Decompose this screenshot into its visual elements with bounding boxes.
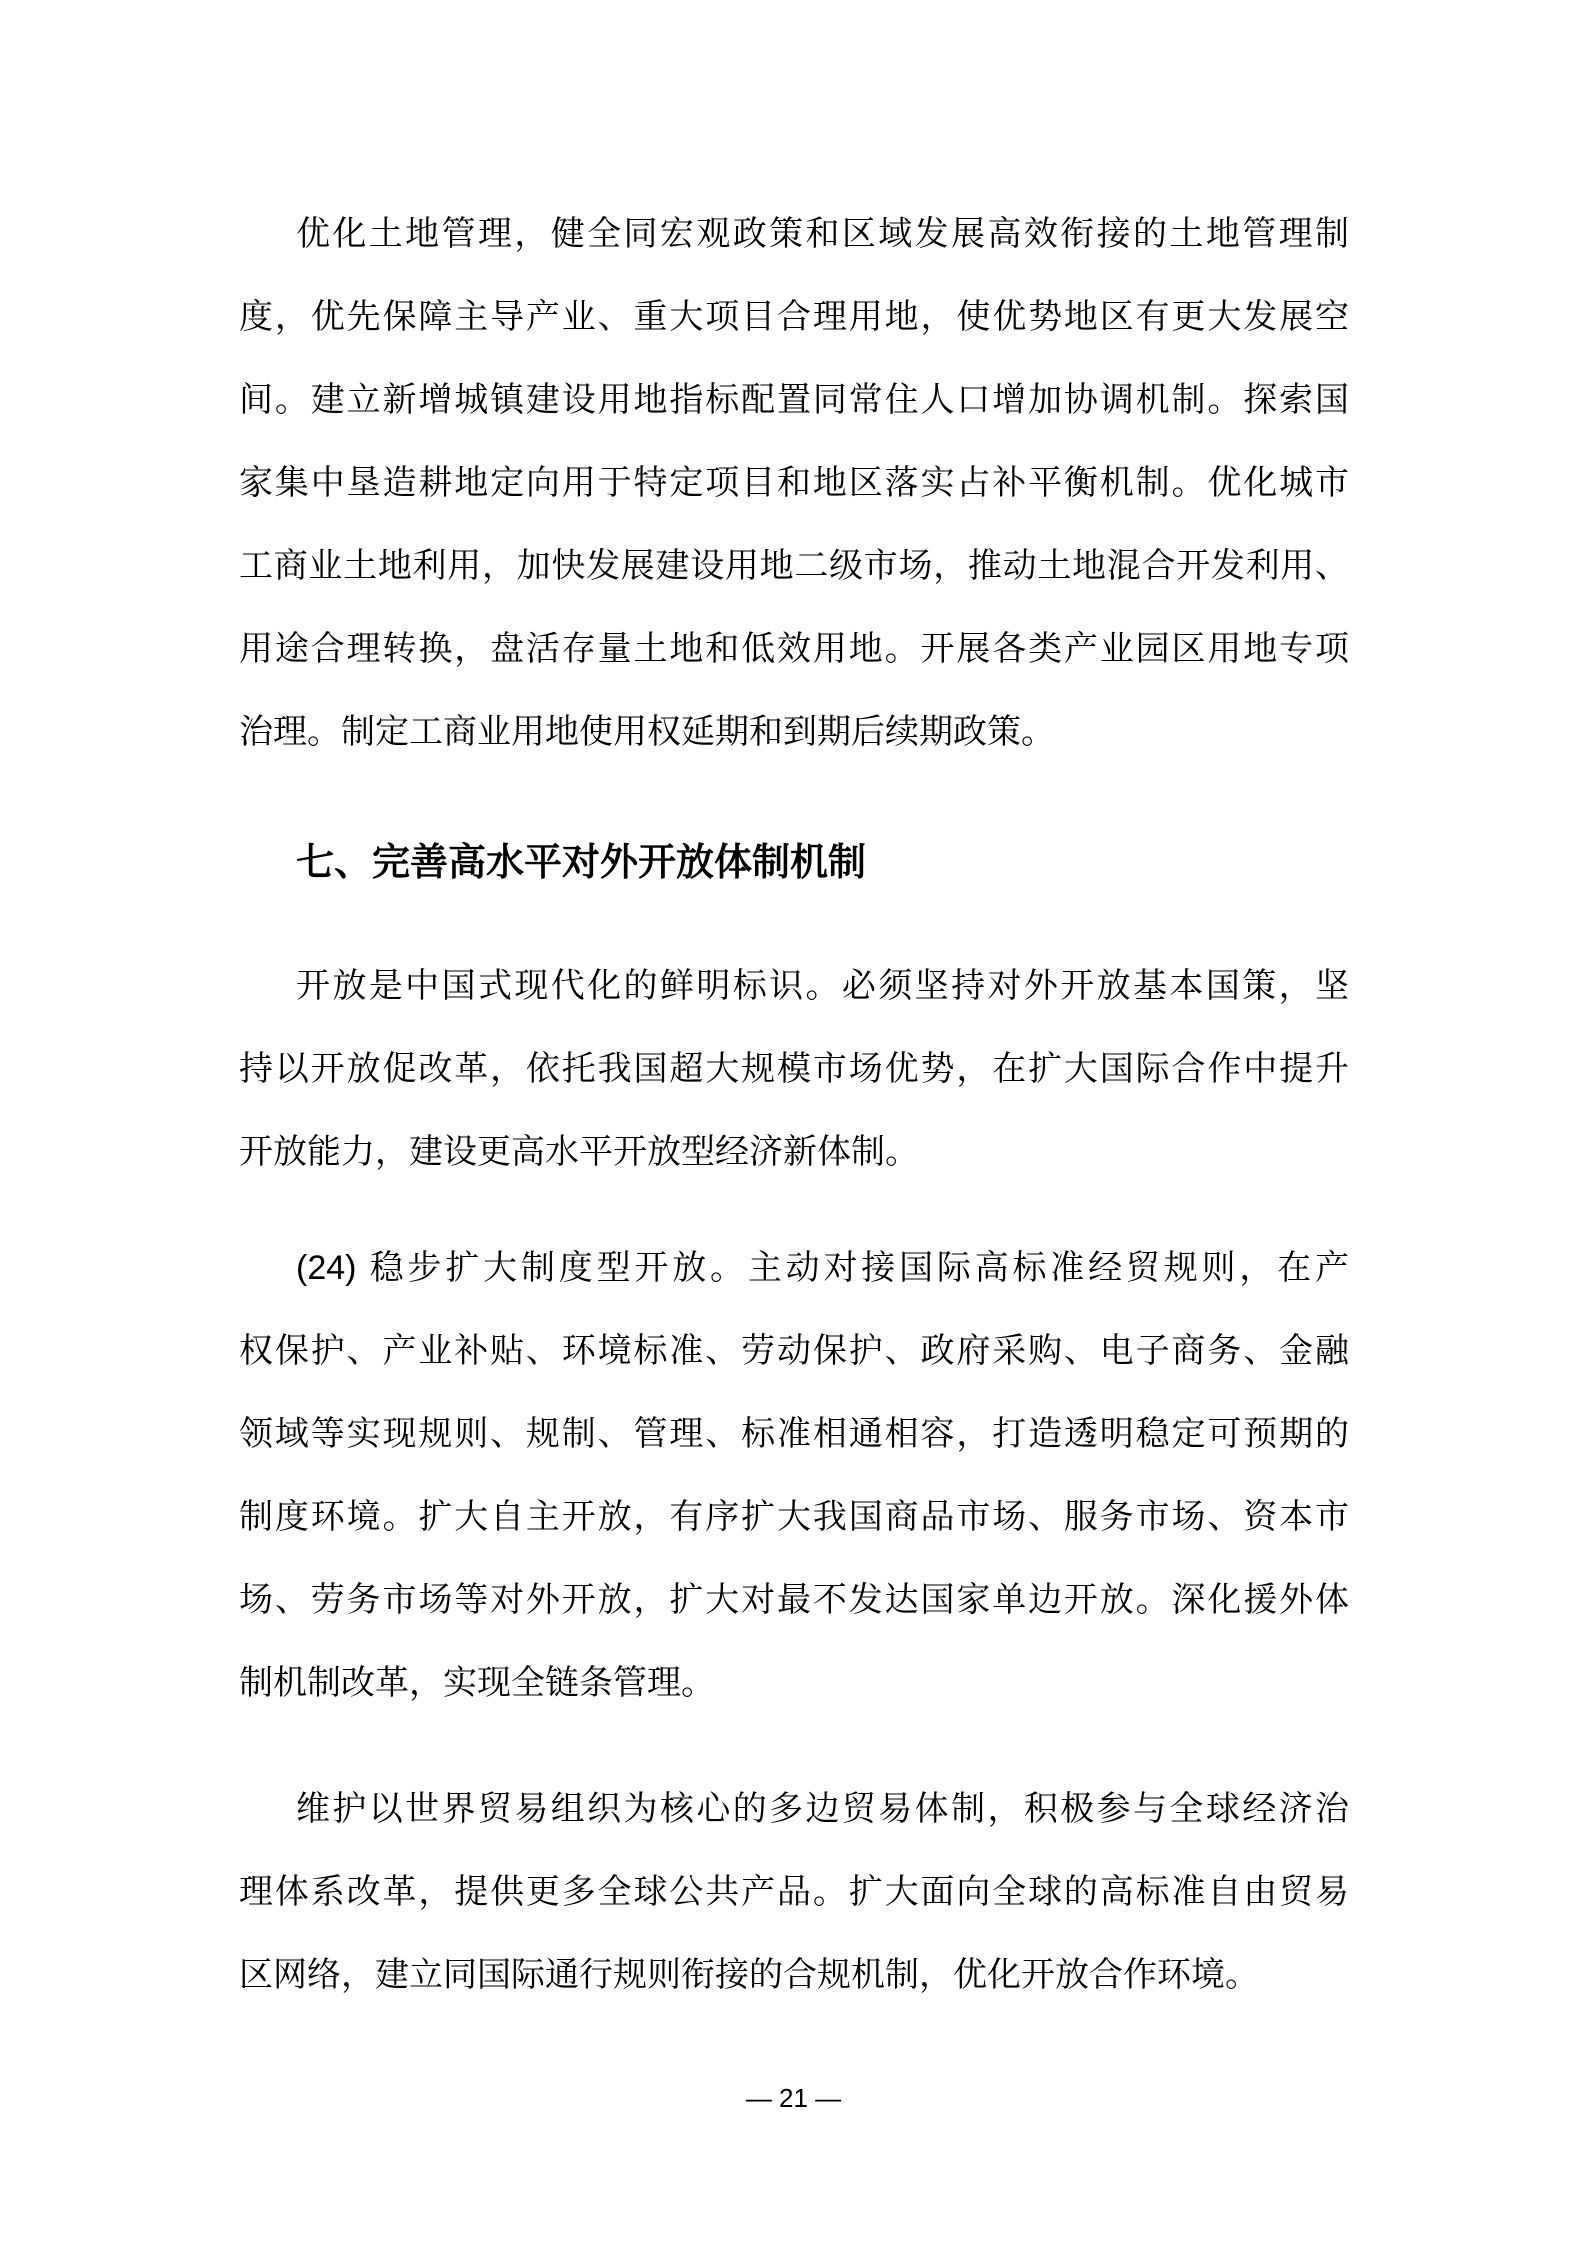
text-line: 制度环境。扩大自主开放，有序扩大我国商品市场、服务市场、资本市 bbox=[239, 1498, 1349, 1536]
text-line: 制机制改革，实现全链条管理。 bbox=[239, 1664, 715, 1702]
text-line: 开放能力，建设更高水平开放型经济新体制。 bbox=[239, 1133, 919, 1171]
text-line: 优化土地管理，健全同宏观政策和区域发展高效衔接的土地管理制 bbox=[296, 215, 1349, 253]
text-line: 权保护、产业补贴、环境标准、劳动保护、政府采购、电子商务、金融 bbox=[239, 1332, 1349, 1370]
text-line: 工商业土地利用，加快发展建设用地二级市场，推动土地混合开发利用、 bbox=[239, 547, 1349, 585]
text-line: 开放是中国式现代化的鲜明标识。必须坚持对外开放基本国策，坚 bbox=[296, 967, 1349, 1005]
text-line: (24) 稳步扩大制度型开放。主动对接国际高标准经贸规则，在产 bbox=[296, 1249, 1349, 1287]
text-line: 场、劳务市场等对外开放，扩大对最不发达国家单边开放。深化援外体 bbox=[239, 1581, 1349, 1619]
paragraph-land-management bbox=[239, 193, 1349, 774]
text-line: 持以开放促改革，依托我国超大规模市场优势，在扩大国际合作中提升 bbox=[239, 1050, 1349, 1088]
paragraph-opening-overview bbox=[239, 945, 1349, 1194]
text-line: 区网络，建立同国际通行规则衔接的合规机制，优化开放合作环境。 bbox=[239, 1956, 1259, 1994]
document-body bbox=[239, 193, 1349, 2017]
text-line: 间。建立新增城镇建设用地指标配置同常住人口增加协调机制。探索国 bbox=[239, 381, 1349, 419]
text-line: 维护以世界贸易组织为核心的多边贸易体制，积极参与全球经济治 bbox=[296, 1790, 1349, 1828]
text-line: 用途合理转换，盘活存量土地和低效用地。开展各类产业园区用地专项 bbox=[239, 630, 1349, 668]
text-line: 度，优先保障主导产业、重大项目合理用地，使优势地区有更大发展空 bbox=[239, 298, 1349, 336]
text-line: 理体系改革，提供更多全球公共产品。扩大面向全球的高标准自由贸易 bbox=[239, 1873, 1349, 1911]
paragraph-item-24-institutional-opening bbox=[239, 1227, 1349, 1725]
paragraph-wto-multilateral-trade bbox=[239, 1768, 1349, 2017]
text-line: 家集中垦造耕地定向用于特定项目和地区落实占补平衡机制。优化城市 bbox=[239, 464, 1349, 502]
text-line: 治理。制定工商业用地使用权延期和到期后续期政策。 bbox=[239, 713, 1055, 751]
section-heading-seven: 七、完善高水平对外开放体制机制 bbox=[296, 842, 867, 884]
text-line: 领域等实现规则、规制、管理、标准相通相容，打造透明稳定可预期的 bbox=[239, 1415, 1349, 1453]
page-number: — 21 — bbox=[745, 2083, 842, 2113]
